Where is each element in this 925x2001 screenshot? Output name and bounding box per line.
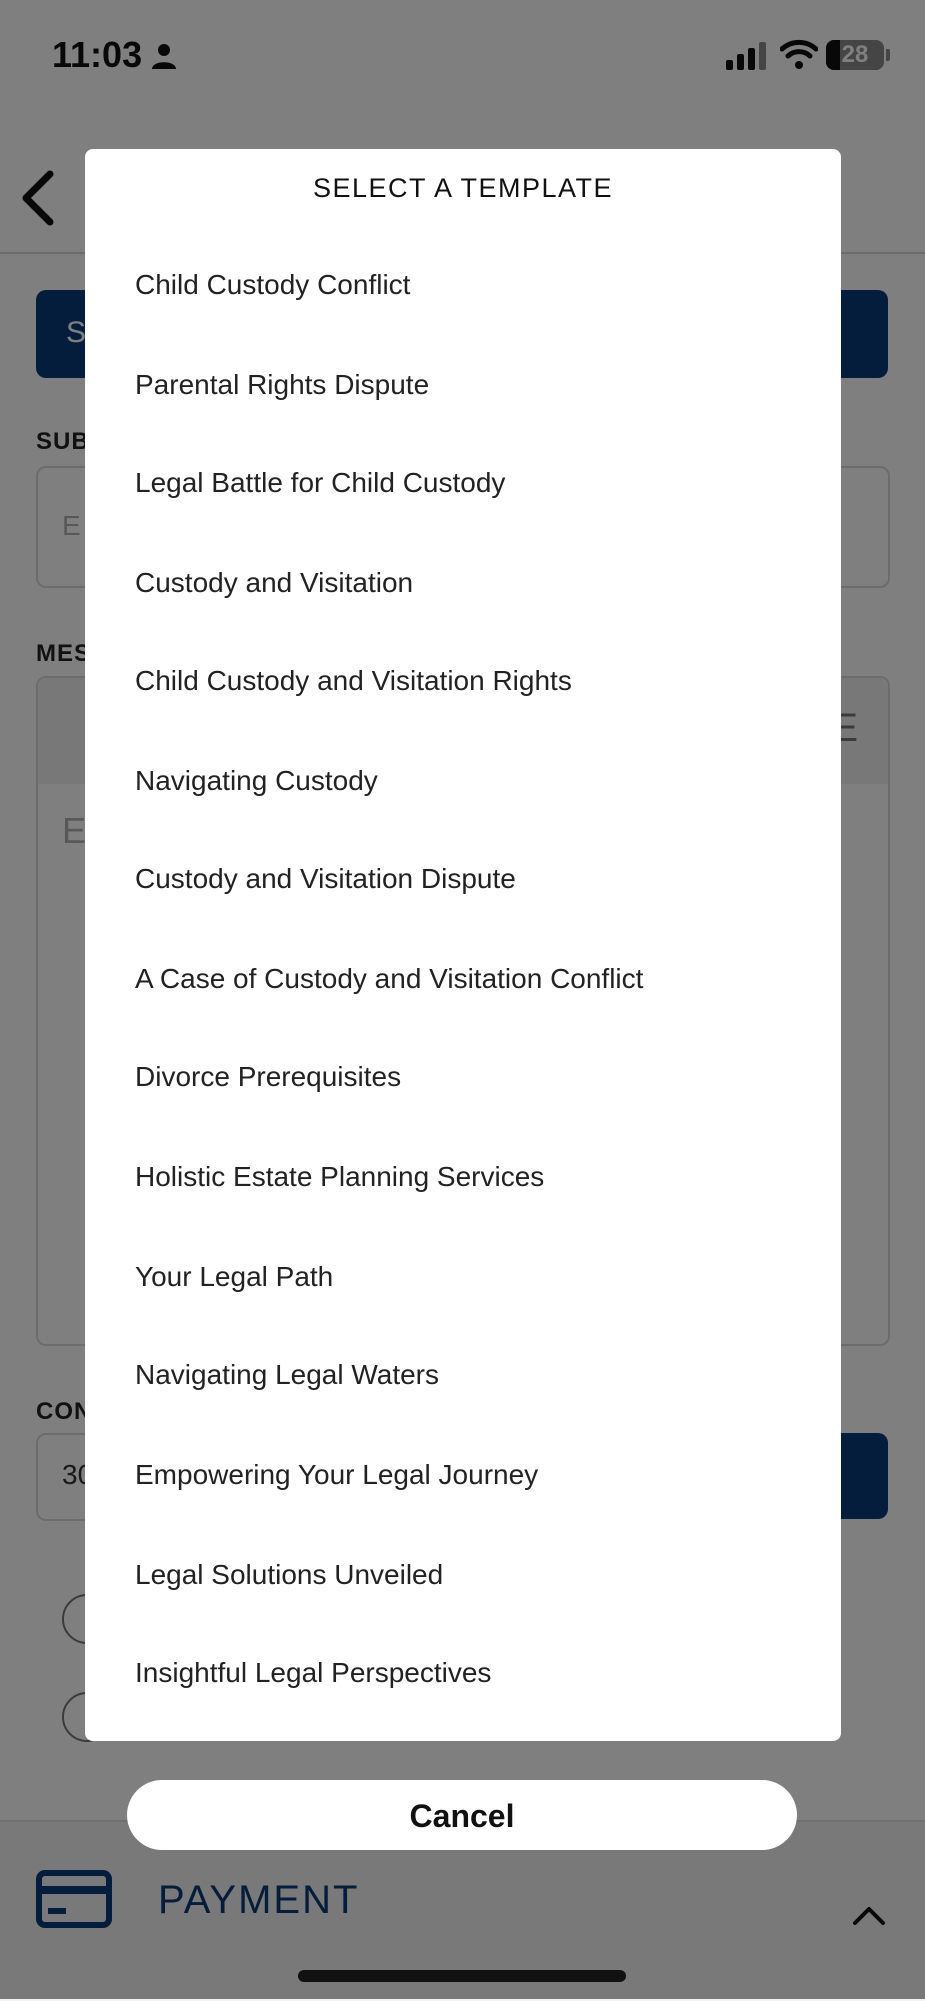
template-option[interactable] — [85, 1139, 841, 1219]
template-picker-sheet — [85, 149, 841, 1741]
template-option[interactable] — [85, 841, 841, 921]
template-option-label: Holistic Estate Planning Services — [135, 1161, 545, 1192]
template-option-label: A Case of Custody and Visitation Conflict — [135, 963, 644, 994]
template-option[interactable] — [85, 1337, 841, 1417]
template-option-label: Navigating Custody — [135, 765, 378, 796]
template-option-label: Custody and Visitation — [135, 567, 414, 598]
template-option-label: Insightful Legal Perspectives — [135, 1657, 492, 1688]
template-option-label: Empowering Your Legal Journey — [135, 1459, 539, 1490]
template-option[interactable] — [85, 1537, 841, 1617]
template-option[interactable] — [85, 545, 841, 625]
template-option[interactable] — [85, 347, 841, 427]
template-option-label: Parental Rights Dispute — [135, 369, 430, 400]
template-option-label: Custody and Visitation Dispute — [135, 863, 516, 894]
template-option-label: Your Legal Path — [135, 1261, 334, 1292]
template-option[interactable] — [85, 743, 841, 823]
home-indicator — [298, 1970, 626, 1982]
template-option-label: Legal Solutions Unveiled — [135, 1559, 444, 1590]
template-option-label: Legal Battle for Child Custody — [135, 467, 506, 498]
template-option[interactable] — [85, 1039, 841, 1119]
template-option-label: Child Custody and Visitation Rights — [135, 665, 572, 696]
template-option[interactable] — [85, 445, 841, 525]
sheet-title: SELECT A TEMPLATE — [312, 173, 614, 203]
template-option[interactable] — [85, 1437, 841, 1517]
template-option[interactable] — [85, 941, 841, 1021]
template-option[interactable] — [85, 1635, 841, 1715]
template-option[interactable] — [85, 247, 841, 327]
template-option[interactable] — [85, 1239, 841, 1319]
template-option-label: Child Custody Conflict — [135, 269, 411, 300]
cancel-button-label: Cancel — [409, 1798, 515, 1834]
cancel-button[interactable] — [127, 1780, 797, 1850]
template-option-label: Divorce Prerequisites — [135, 1061, 402, 1092]
template-option[interactable] — [85, 643, 841, 723]
template-option-label: Navigating Legal Waters — [135, 1359, 440, 1390]
